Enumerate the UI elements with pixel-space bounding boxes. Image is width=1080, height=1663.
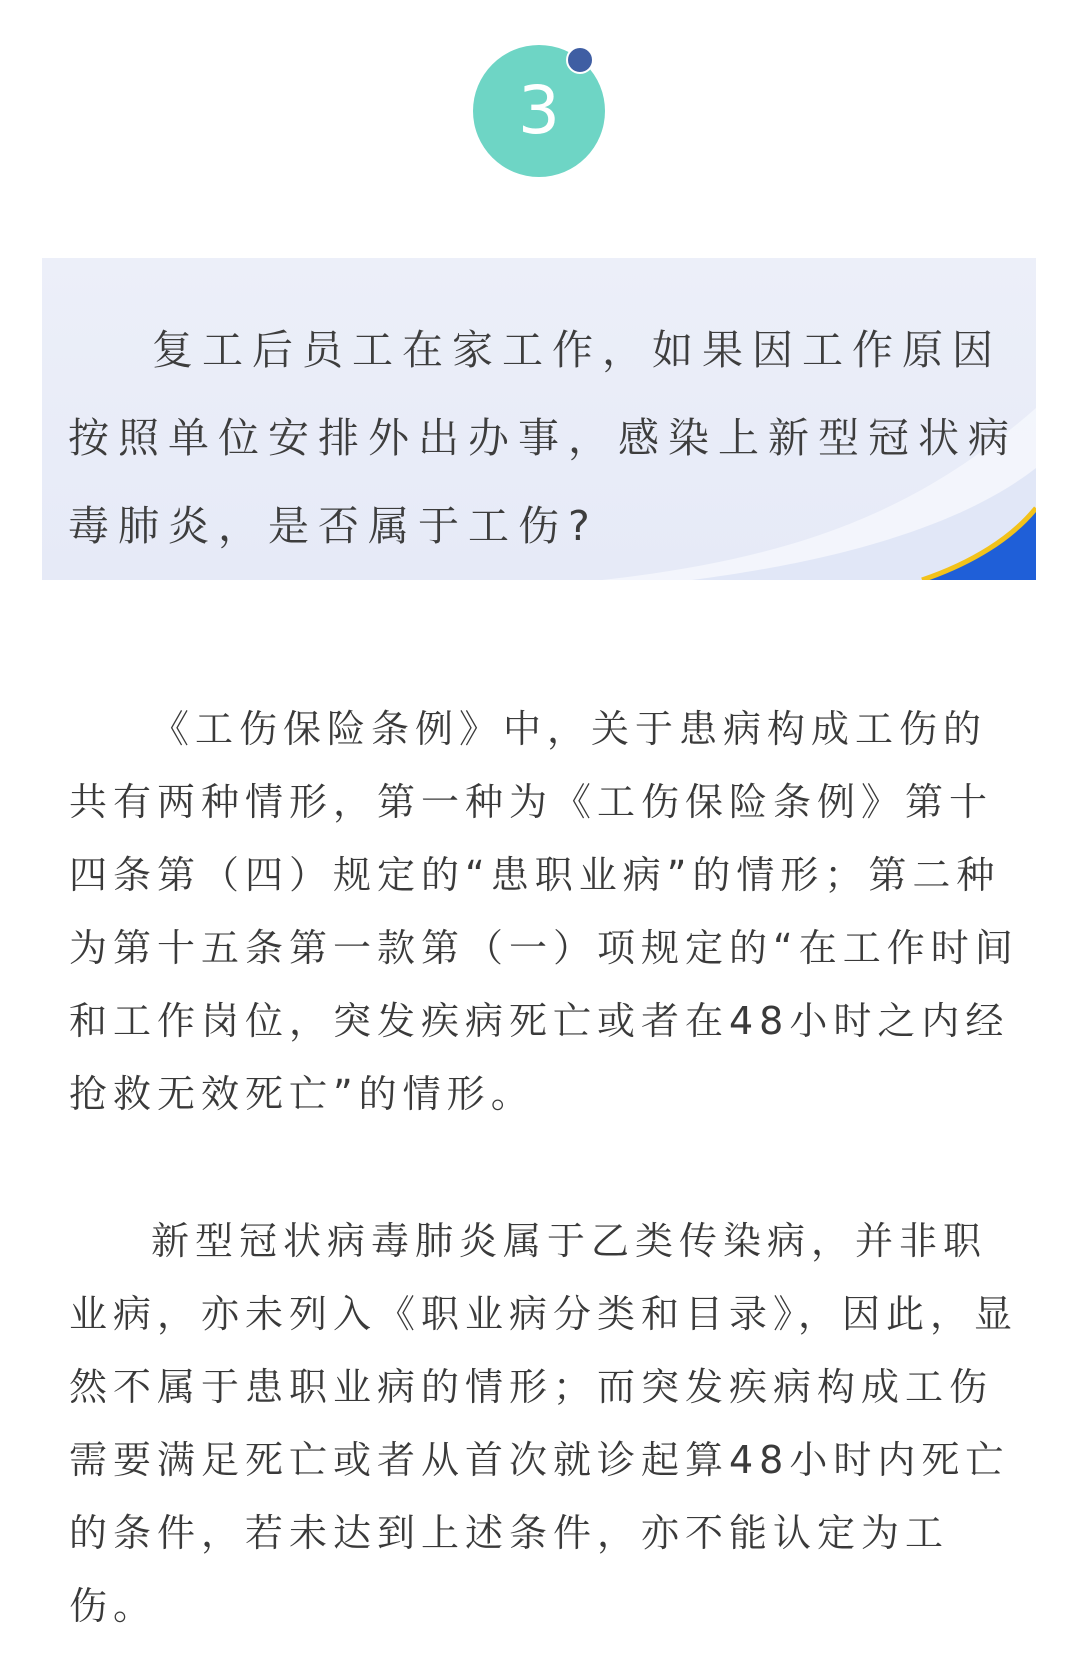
answer-paragraph-1: 《工伤保险条例》中，关于患病构成工伤的共有两种情形，第一种为《工伤保险条例》第十四条第（四）规定的“患职业病”的情形；第二种为第十五条第一款第（一）项规定的“在工作时间和工作岗位，突发疾病死亡或者在48小时之内经抢救无效死亡”的情形。 — [69, 707, 1019, 1116]
badge-dot-decoration — [566, 46, 594, 74]
question-card — [42, 258, 1036, 580]
question-text: 复工后员工在家工作，如果因工作原因按照单位安排外出办事，感染上新型冠状病毒肺炎，是否属于工伤? — [68, 326, 1018, 550]
section-number: 3 — [518, 72, 560, 149]
answer-paragraph-2: 新型冠状病毒肺炎属于乙类传染病，并非职业病，亦未列入《职业病分类和目录》，因此，显然不属于患职业病的情形；而突发疾病构成工伤需要满足死亡或者从首次就诊起算48小时内死亡的条件，若未达到上述条件，亦不能认定为工伤。 — [69, 1219, 1019, 1628]
